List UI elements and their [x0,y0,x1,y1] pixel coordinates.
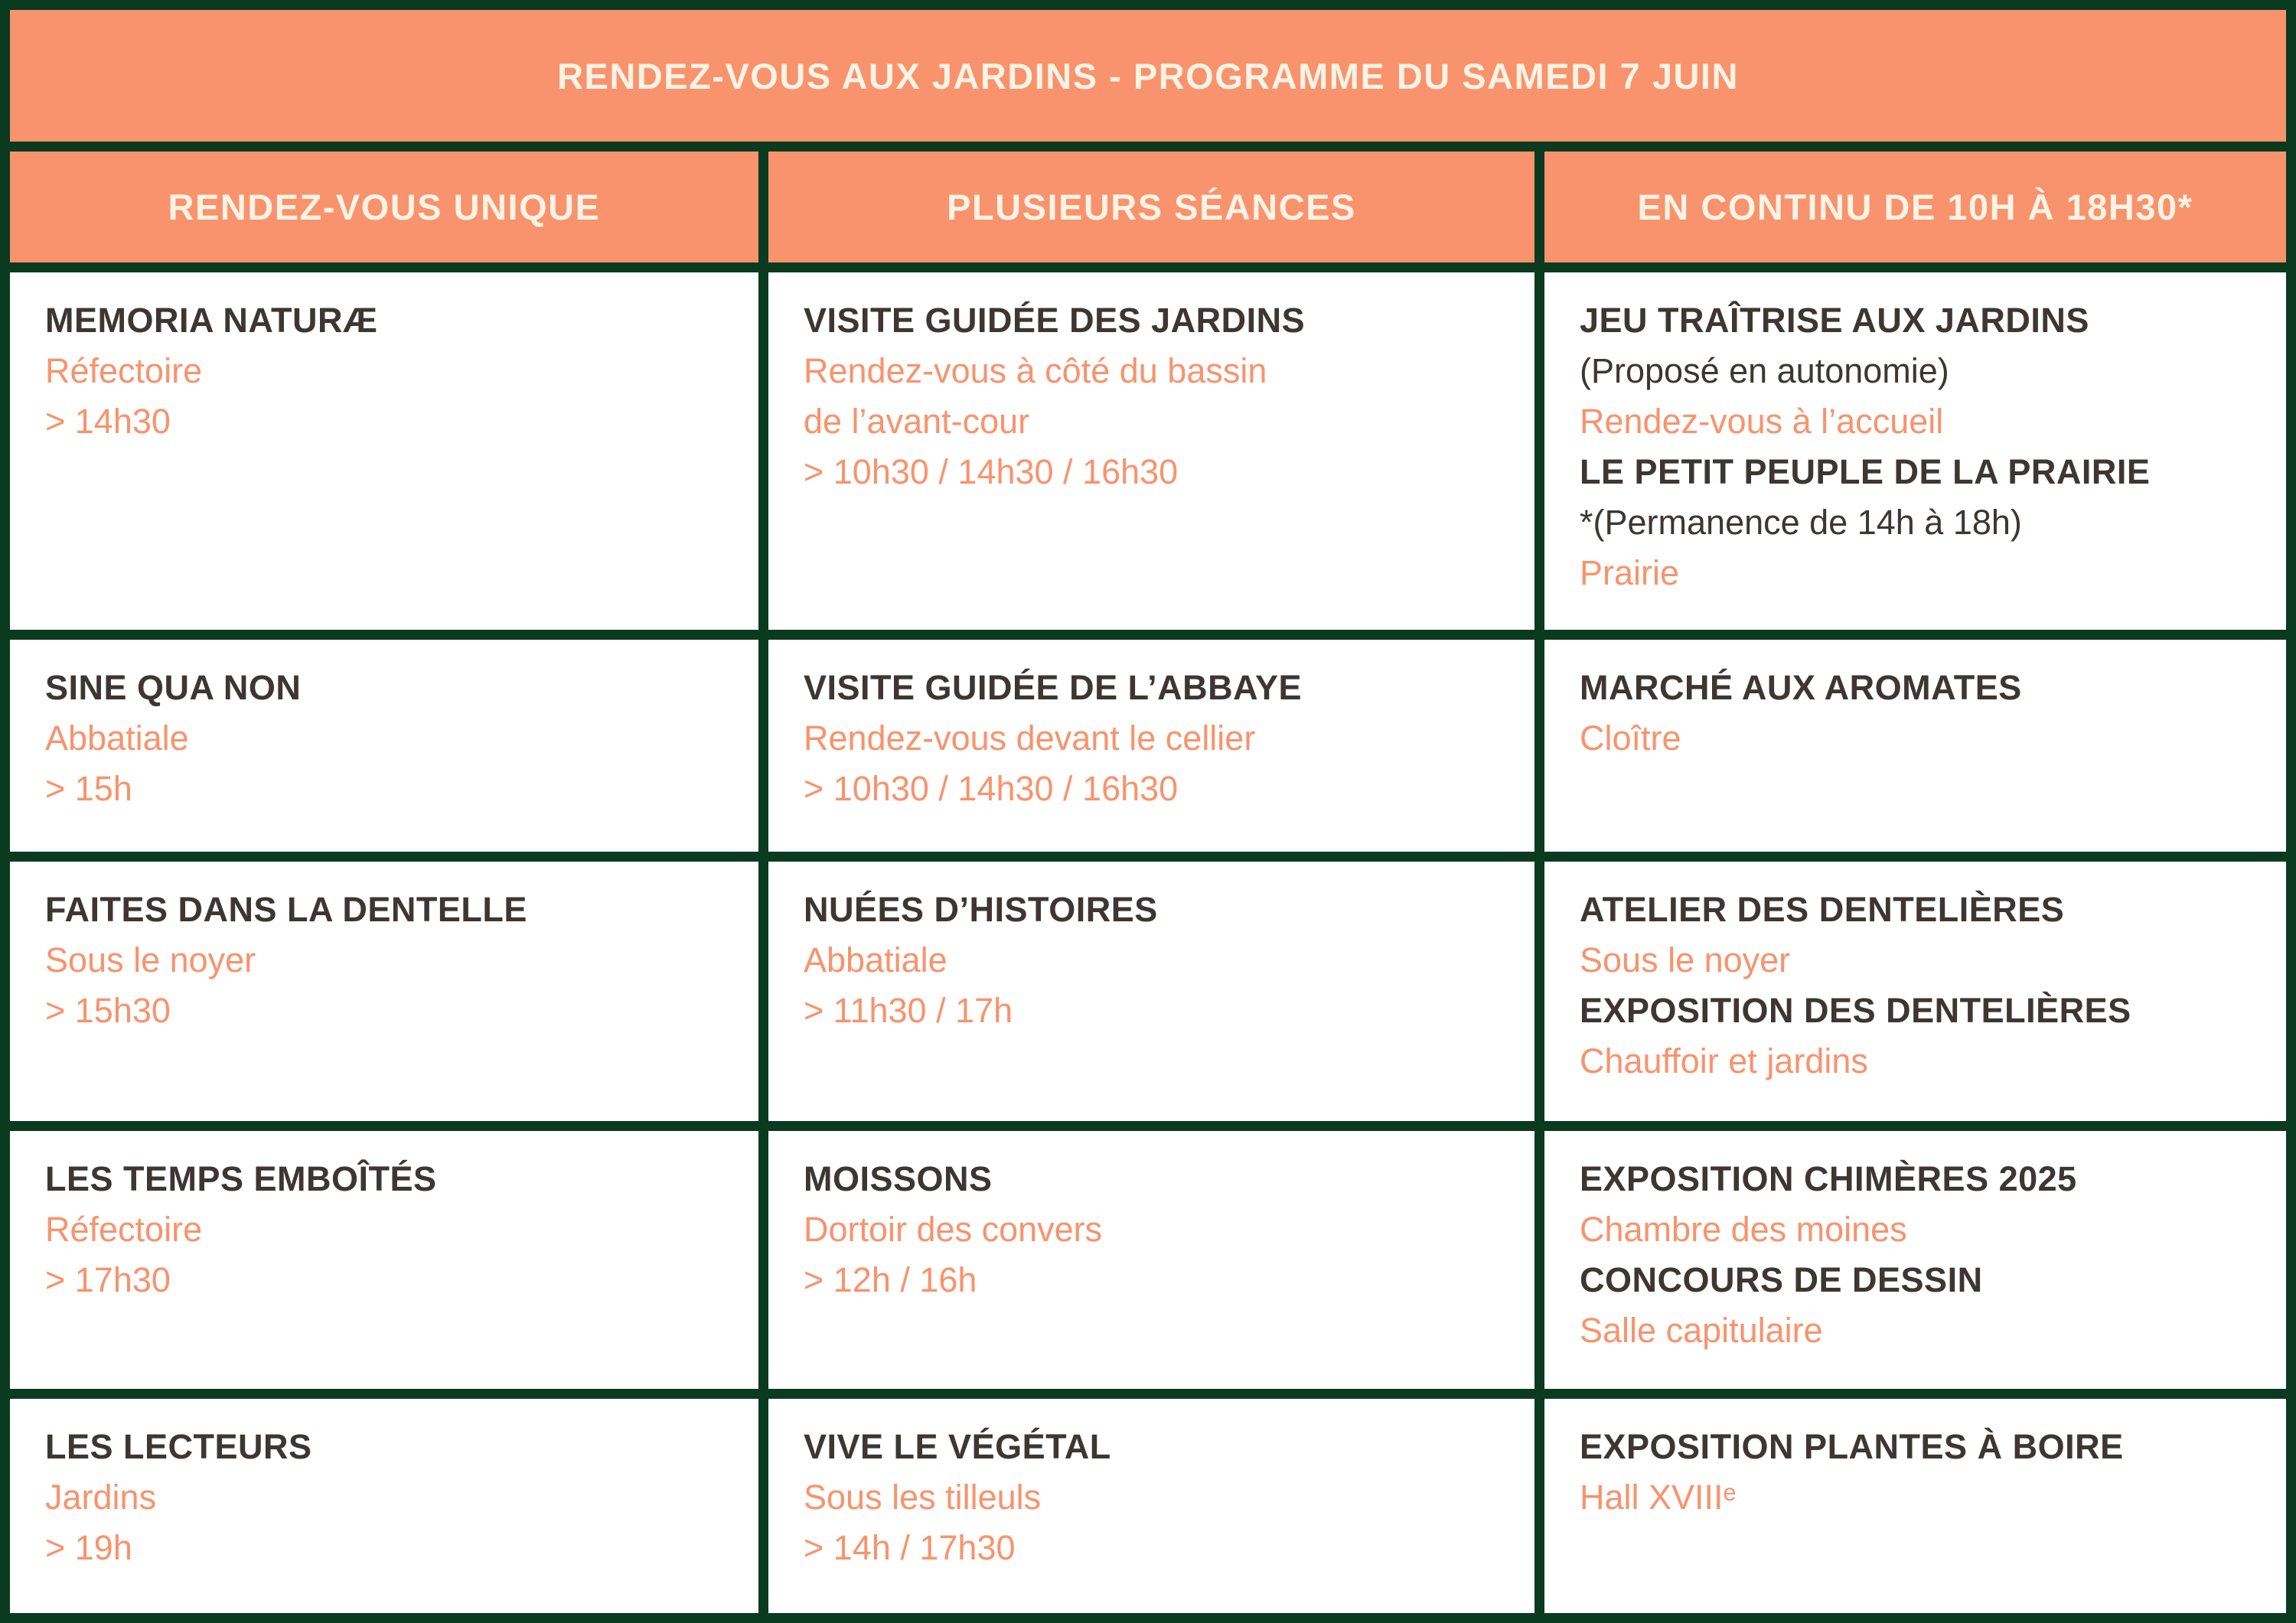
event-location: de l’avant-cour [804,402,1030,441]
event-time: > 15h30 [45,991,171,1030]
event-title: MARCHÉ AUX AROMATES [1580,668,2022,707]
cell-nuees-histoires [768,862,1534,1121]
event-title: SINE QUA NON [45,668,302,707]
event-title: JEU TRAÎTRISE AUX JARDINS [1580,301,2089,340]
event-location: Jardins [45,1478,157,1517]
page-title: RENDEZ-VOUS AUX JARDINS - PROGRAMME DU SAMEDI 7 JUIN [10,10,2286,142]
cell-marche-aromates [1544,640,2286,852]
event-title: VISITE GUIDÉE DE L’ABBAYE [804,668,1302,707]
event-title: VIVE LE VÉGÉTAL [804,1427,1111,1466]
event-time: > 17h30 [45,1260,171,1299]
event-time: > 10h30 / 14h30 / 16h30 [804,769,1179,808]
cell-temps-emboites [10,1131,758,1389]
event-location: Rendez-vous à l’accueil [1580,402,1944,441]
event-location: Salle capitulaire [1580,1311,1823,1350]
event-title: CONCOURS DE DESSIN [1580,1260,1983,1299]
event-note: (Proposé en autonomie) [1580,351,1949,390]
event-location: Prairie [1580,553,1680,592]
event-title: EXPOSITION DES DENTELIÈRES [1580,991,2131,1030]
event-title: FAITES DANS LA DENTELLE [45,890,527,929]
event-location: Réfectoire [45,1210,203,1249]
event-location: Abbatiale [804,940,947,979]
cell-dentelieres [1544,862,2286,1121]
cell-visite-guidee-jardins [768,272,1534,630]
cell-vive-le-vegetal [768,1399,1534,1613]
event-title: MEMORIA NATURÆ [45,301,378,340]
event-time: > 11h30 / 17h [804,991,1013,1030]
event-location: Sous le noyer [45,940,256,979]
cell-visite-guidee-abbaye [768,640,1534,852]
event-title: LE PETIT PEUPLE DE LA PRAIRIE [1580,452,2151,491]
event-time: > 14h / 17h30 [804,1528,1016,1567]
event-location: Rendez-vous devant le cellier [804,719,1256,758]
event-title: EXPOSITION CHIMÈRES 2025 [1580,1159,2077,1198]
event-title: ATELIER DES DENTELIÈRES [1580,890,2065,929]
event-title: VISITE GUIDÉE DES JARDINS [804,301,1306,340]
cell-plantes-a-boire [1544,1399,2286,1613]
cell-moissons [768,1131,1534,1389]
column-header-plusieurs-seances: PLUSIEURS SÉANCES [768,152,1534,262]
event-location: Chauffoir et jardins [1580,1041,1868,1080]
event-time: > 19h [45,1528,132,1567]
column-header-en-continu: EN CONTINU DE 10H À 18H30* [1544,152,2286,262]
event-location: Abbatiale [45,719,189,758]
cell-memoria-naturae [10,272,758,630]
event-title: LES LECTEURS [45,1427,312,1466]
event-location: Sous le noyer [1580,940,1791,979]
event-time: > 14h30 [45,402,171,441]
event-title: NUÉES D’HISTOIRES [804,890,1158,929]
column-header-rendez-vous-unique: RENDEZ-VOUS UNIQUE [10,152,758,262]
event-location: Chambre des moines [1580,1210,1907,1249]
cell-chimeres-concours [1544,1131,2286,1389]
cell-les-lecteurs [10,1399,758,1613]
cell-jeu-traitrise [1544,272,2286,630]
event-location: Réfectoire [45,351,203,390]
event-location: Hall XVIIIᵉ [1580,1478,1737,1517]
event-time: > 15h [45,769,132,808]
event-time: > 12h / 16h [804,1260,977,1299]
cell-faites-dentelle [10,862,758,1121]
event-title: MOISSONS [804,1159,993,1198]
cell-sine-qua-non [10,640,758,852]
event-title: LES TEMPS EMBOÎTÉS [45,1159,437,1198]
event-location: Dortoir des convers [804,1210,1103,1249]
event-time: > 10h30 / 14h30 / 16h30 [804,452,1179,491]
event-title: EXPOSITION PLANTES À BOIRE [1580,1427,2124,1466]
event-note: *(Permanence de 14h à 18h) [1580,503,2022,542]
event-location: Cloître [1580,719,1681,758]
event-location: Rendez-vous à côté du bassin [804,351,1267,390]
event-location: Sous les tilleuls [804,1478,1042,1517]
